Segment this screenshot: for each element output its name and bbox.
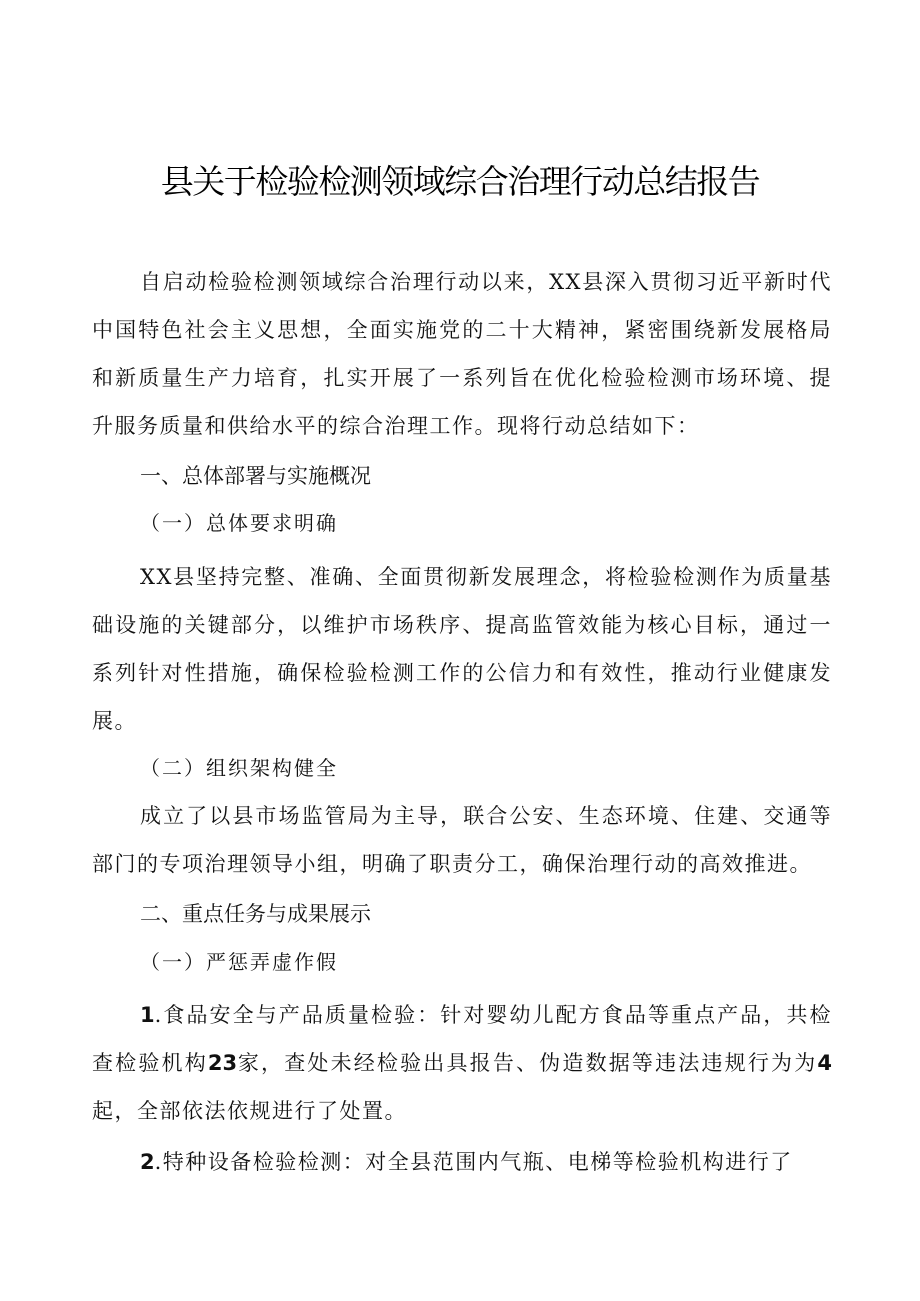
list-item-1-count-a: 23 (207, 1051, 238, 1075)
list-item-1-count-b: 4 (817, 1051, 833, 1075)
section-2-sub-1-heading: （一）严惩弄虚作假 (140, 950, 338, 974)
list-item-1-text-c: 起，全部依法依规进行了处置。 (92, 1099, 407, 1123)
section-1-sub-2-heading: （二）组织架构健全 (140, 756, 338, 780)
list-item-1-text-a: .食品安全与产品质量检验：针对婴幼儿配方食品等重点产品，共检查检验机构 (92, 1003, 832, 1075)
section-1-heading: 一、总体部署与实施概况 (140, 464, 371, 488)
section-1-sub-1-heading: （一）总体要求明确 (140, 511, 338, 535)
list-item-2-text: .特种设备检验检测：对全县范围内气瓶、电梯等检验机构进行了 (154, 1150, 793, 1174)
intro-paragraph: 自启动检验检测领域综合治理行动以来，XX县深入贯彻习近平新时代中国特色社会主义思想，全面实施党的二十大精神，紧密围绕新发展格局和新质量生产力培育，扎实开展了一系列旨在优化检验检测市场环境、提升服务质量和供给水平的综合治理工作。现将行动总结如下： (92, 270, 832, 438)
section-1-sub-2-body: 成立了以县市场监管局为主导，联合公安、生态环境、住建、交通等部门的专项治理领导小组，明确了职责分工，确保治理行动的高效推进。 (92, 804, 832, 876)
list-item-1-number: 1 (140, 1003, 155, 1027)
list-item-2-number: 2 (140, 1150, 155, 1174)
section-1-sub-1-body: XX县坚持完整、准确、全面贯彻新发展理念，将检验检测作为质量基础设施的关键部分，以维护市场秩序、提高监管效能为核心目标，通过一系列针对性措施，确保检验检测工作的公信力和有效性，推动行业健康发展。 (92, 565, 832, 733)
section-2-heading: 二、重点任务与成果展示 (140, 902, 371, 926)
list-item-2 (92, 1138, 832, 1186)
list-item-1-text-b: 家，查处未经检验出具报告、伪造数据等违法违规行为为 (237, 1051, 818, 1075)
list-item-1 (92, 991, 832, 1135)
document-title: 县关于检验检测领域综合治理行动总结报告 (160, 162, 760, 201)
